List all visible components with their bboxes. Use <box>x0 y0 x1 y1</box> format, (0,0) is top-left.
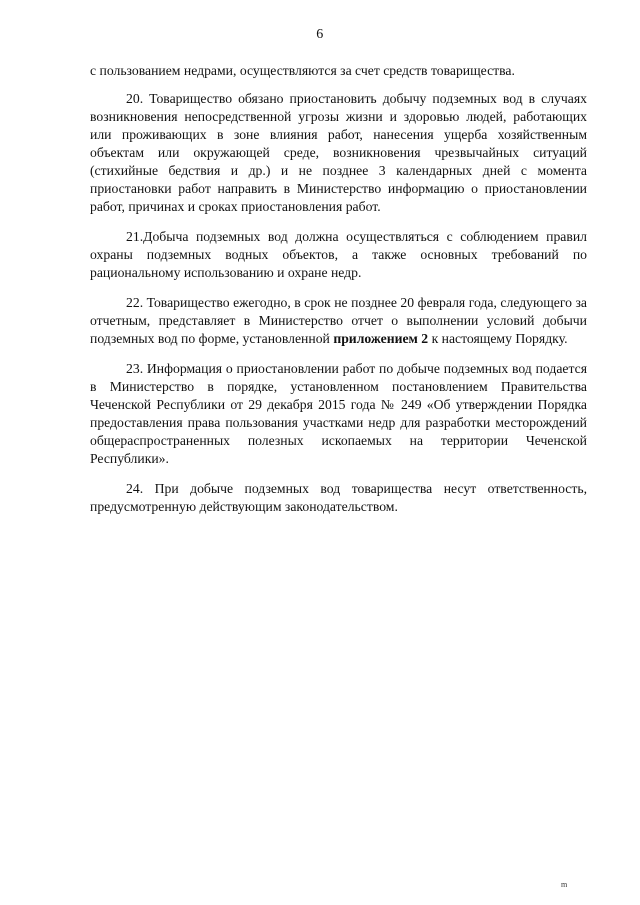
document-body <box>90 62 587 528</box>
paragraph-22-text-after: к настоящему Порядку. <box>428 331 568 346</box>
paragraph-21: 21.Добыча подземных вод должна осуществляться с соблюдением правил охраны подземных водных объектов, а также основных требований по рациональному использованию и охране недр. <box>90 229 587 280</box>
paragraph-24: 24. При добыче подземных вод товарищества несут ответственность, предусмотренную действующим законодательством. <box>90 481 587 514</box>
scan-mark: m <box>561 880 568 889</box>
paragraph-23: 23. Информация о приостановлении работ по добыче подземных вод подается в Министерство в порядке, установленном постановлением Правительства Чеченской Республики от 29 декабря 2015 года № 249 «Об утверждении Порядка предоставления права пользования участками недр для разработки месторождений общераспространенных полезных ископаемых на территории Чеченской Республики». <box>90 361 587 466</box>
appendix-reference: приложением 2 <box>333 331 429 346</box>
paragraph-22-text-before: 22. Товарищество ежегодно, в срок не позднее 20 февраля года, следующего за отчетным, представляет в Министерство отчет о выполнении условий добычи подземных вод по форме, установленной <box>90 295 587 346</box>
paragraph-22 <box>90 294 587 348</box>
page-number: 6 <box>316 27 324 42</box>
paragraph-20: 20. Товарищество обязано приостановить добычу подземных вод в случаях возникновения непосредственной угрозы жизни и здоровью людей, работающих или проживающих в зоне влияния работ, нанесения ущерба хозяйственным объектам или окружающей среде, возникновения чрезвычайных ситуаций (стихийные бедствия и др.) и не позднее 3 календарных дней с момента приостановки работ направить в Министерство информацию о приостановлении работ, причинах и сроках приостановления работ. <box>90 91 587 214</box>
paragraph-continuation: с пользованием недрами, осуществляются за счет средств товарищества. <box>90 63 515 78</box>
